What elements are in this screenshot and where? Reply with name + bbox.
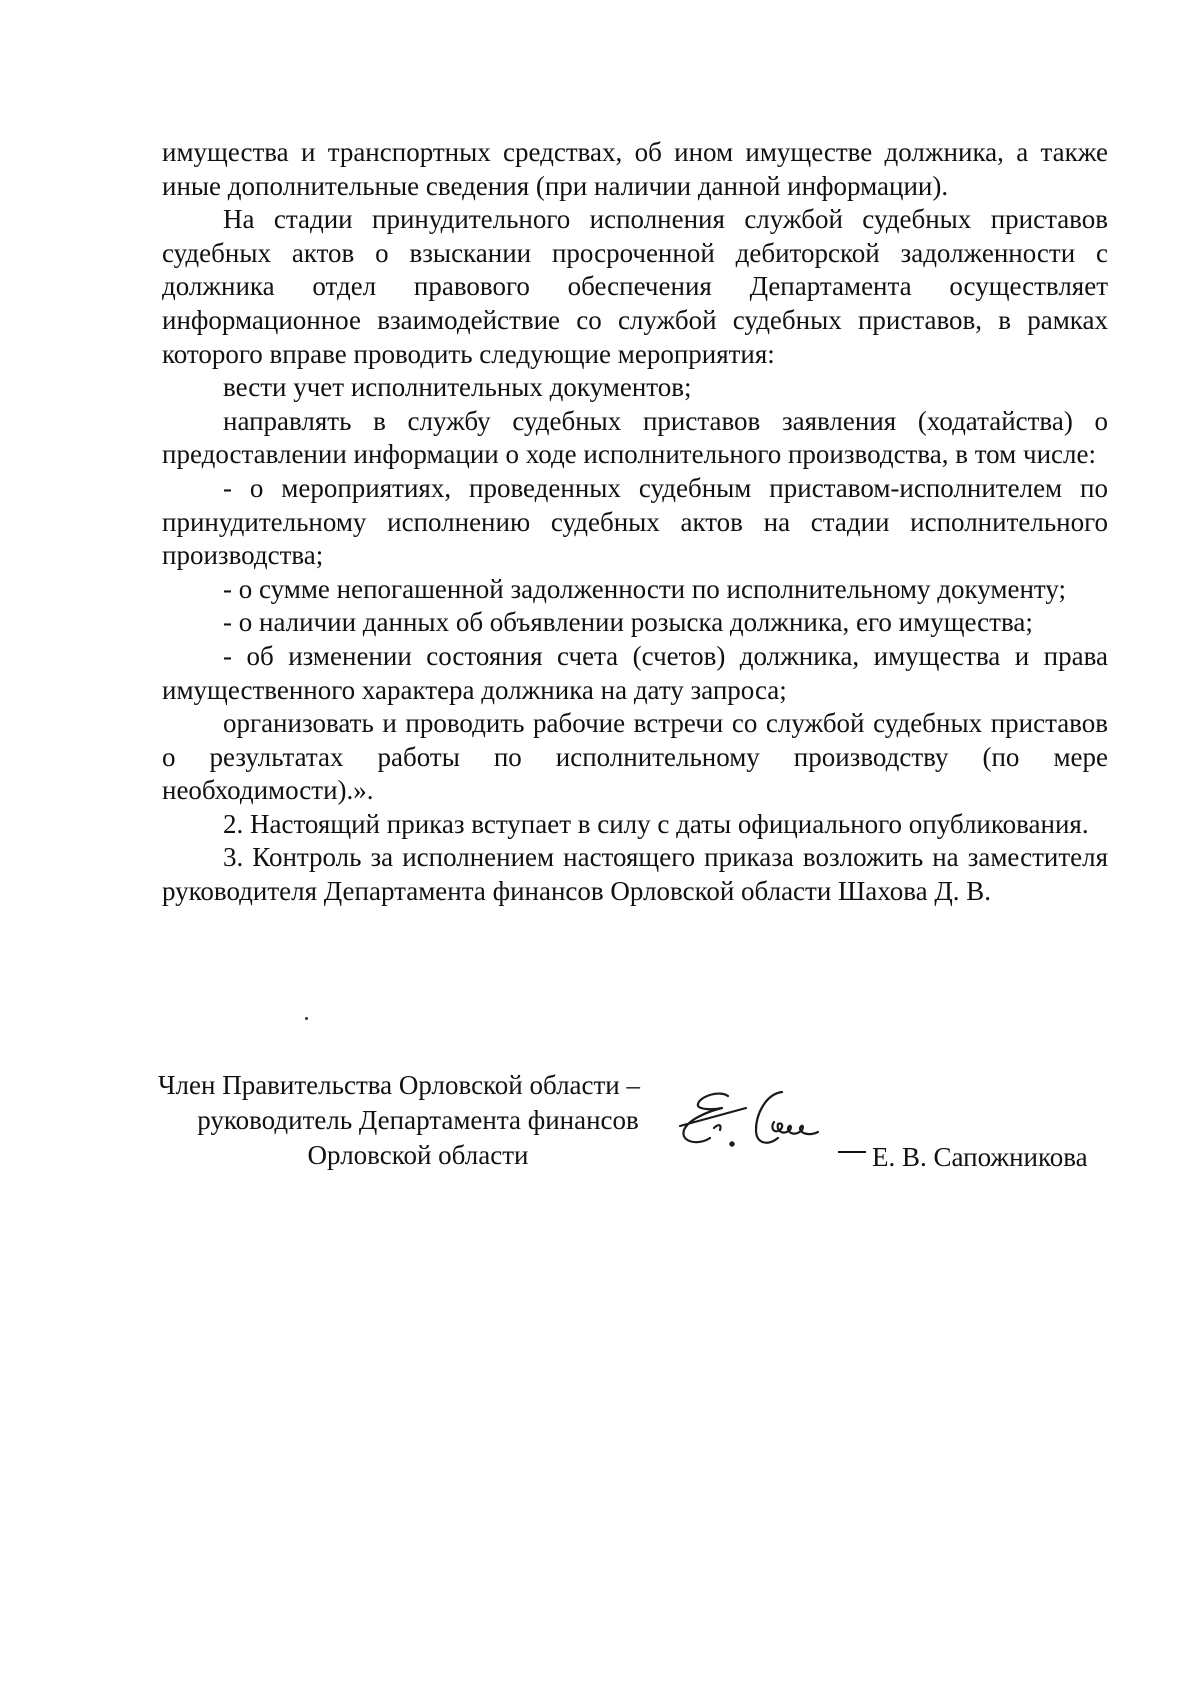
paragraph-1: имущества и транспортных средствах, об ином имуществе должника, а также иные дополнительные сведения (при наличии данной информации).: [162, 137, 1108, 201]
paragraph-10: 2. Настоящий приказ вступает в силу с даты официального опубликования.: [223, 808, 1089, 839]
signature-dash: [838, 1151, 866, 1153]
paragraph-8: - об изменении состояния счета (счетов) должника, имущества и права имущественного характера должника на дату запроса;: [162, 640, 1108, 705]
paragraph-6: - о сумме непогашенной задолженности по исполнительному документу;: [223, 573, 1066, 604]
paragraph-3: вести учет исполнительных документов;: [223, 372, 692, 403]
paragraph-11: 3. Контроль за исполнением настоящего приказа возложить на заместителя руководителя Департамента финансов Орловской области Шахова Д. В.: [162, 842, 1108, 907]
signatory-name-line: [838, 1140, 1088, 1175]
paragraph-2: На стадии принудительного исполнения службой судебных приставов судебных актов о взыскании просроченной дебиторской задолженности с должника отдел правового обеспечения Департамента осуществляет информационное взаимодействие со службой судебных приставов, в рамках которого вправе проводить следующие мероприятия:: [162, 204, 1108, 369]
position-line-1: Член Правительства Орловской области –: [158, 1070, 641, 1100]
handwritten-signature: [670, 1074, 840, 1184]
scan-speck: [305, 1017, 308, 1020]
paragraph-9: организовать и проводить рабочие встречи со службой судебных приставов о результатах работы по исполнительному производству (по мере необходимости).».: [162, 708, 1108, 806]
signatory-position: [158, 1068, 678, 1173]
signature-block: [158, 1068, 1118, 1198]
document-body: [162, 136, 1108, 909]
position-line-2: руководитель Департамента финансов: [197, 1105, 639, 1135]
position-line-3: Орловской области: [307, 1140, 529, 1170]
paragraph-7: - о наличии данных об объявлении розыска должника, его имущества;: [223, 607, 1033, 638]
signatory-name: Е. В. Сапожникова: [872, 1142, 1088, 1172]
paragraph-5: - о мероприятиях, проведенных судебным приставом-исполнителем по принудительному исполнению судебных актов на стадии исполнительного производства;: [162, 472, 1108, 571]
paragraph-4: направлять в службу судебных приставов заявления (ходатайства) о предоставлении информации о ходе исполнительного производства, в том числе:: [162, 405, 1108, 470]
